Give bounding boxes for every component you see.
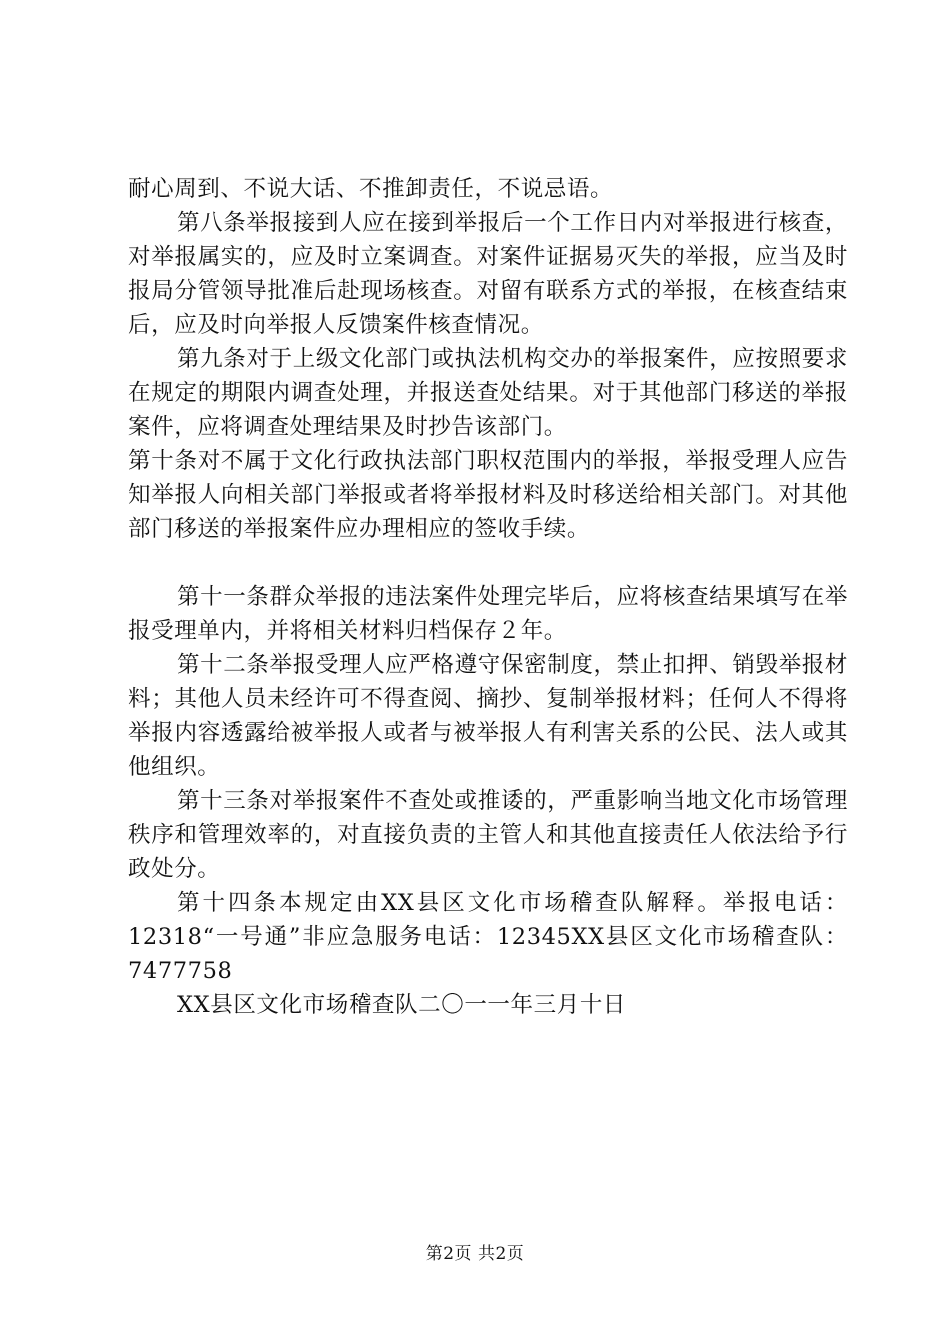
- paragraph-article-10: 第十条对不属于文化行政执法部门职权范围内的举报，举报受理人应告知举报人向相关部门举报或者将举报材料及时移送给相关部门。对其他部门移送的举报案件应办理相应的签收手续。: [128, 448, 848, 542]
- document-body: [128, 172, 848, 1022]
- signature-line: XX县区文化市场稽查队二〇一一年三月十日: [177, 992, 627, 1018]
- paragraph-article-9: 第九条对于上级文化部门或执法机构交办的举报案件，应按照要求在规定的期限内调查处理，并报送查处结果。对于其他部门移送的举报案件，应将调查处理结果及时抄告该部门。: [128, 346, 848, 440]
- paragraph-article-14: 第十四条本规定由XX县区文化市场稽查队解释。举报电话：12318“一号通”非应急服务电话：12345XX县区文化市场稽查队：7477758: [128, 890, 848, 984]
- paragraph-article-11: 第十一条群众举报的违法案件处理完毕后，应将核查结果填写在举报受理单内，并将相关材料归档保存２年。: [128, 584, 848, 644]
- paragraph-article-12: 第十二条举报受理人应严格遵守保密制度，禁止扣押、销毁举报材料；其他人员未经许可不得查阅、摘抄、复制举报材料；任何人不得将举报内容透露给被举报人或者与被举报人有利害关系的公民、法人或其他组织。: [128, 652, 848, 780]
- paragraph-continuation: 耐心周到、不说大话、不推卸责任，不说忌语。: [128, 176, 614, 202]
- page-number-footer: 第2页 共2页: [425, 1244, 525, 1264]
- paragraph-article-13: 第十三条对举报案件不查处或推诿的，严重影响当地文化市场管理秩序和管理效率的，对直接负责的主管人和其他直接责任人依法给予行政处分。: [128, 788, 848, 882]
- paragraph-article-8: 第八条举报接到人应在接到举报后一个工作日内对举报进行核查，对举报属实的，应及时立案调查。对案件证据易灭失的举报，应当及时报局分管领导批准后赴现场核查。对留有联系方式的举报，在核查结束后，应及时向举报人反馈案件核查情况。: [128, 210, 848, 338]
